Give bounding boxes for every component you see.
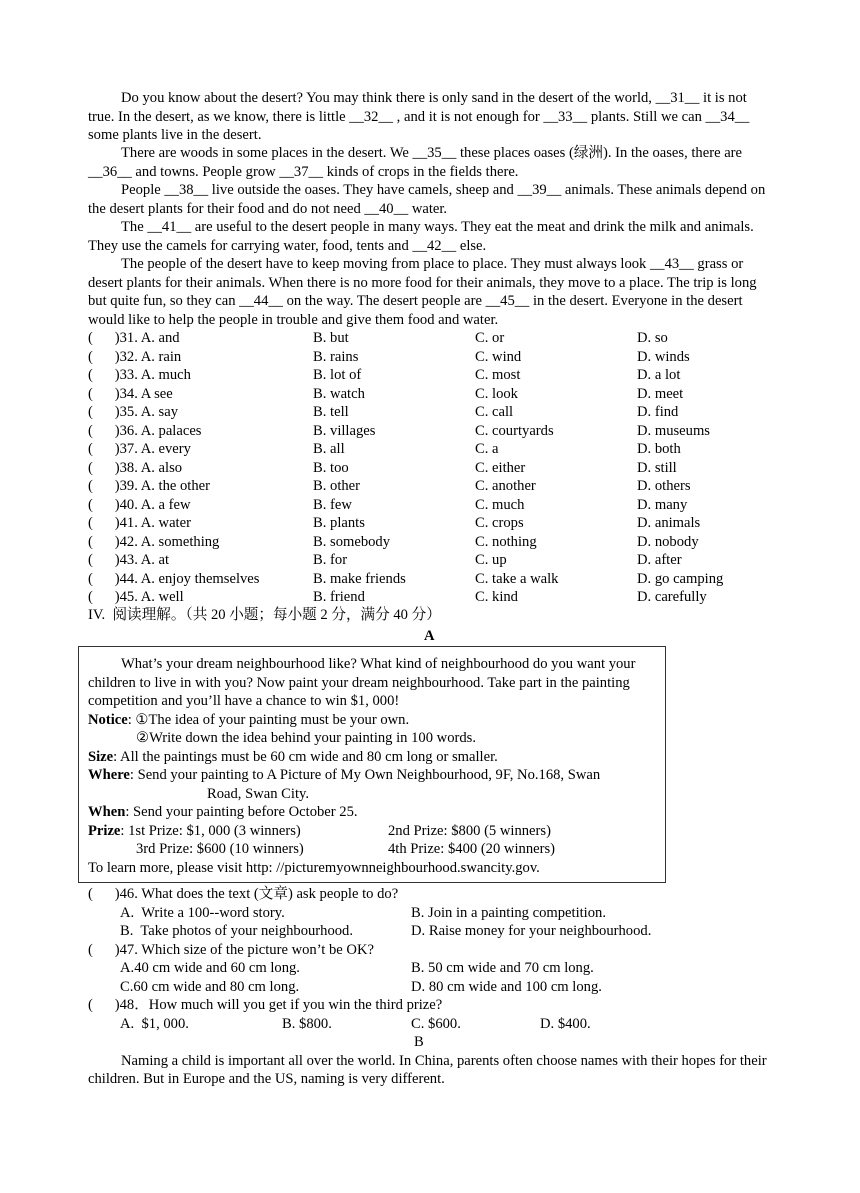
option-b: B. but [313, 330, 349, 346]
question-47-option-c: C.60 cm wide and 80 cm long. [120, 978, 300, 995]
where-text-1: : Send your painting to A Picture of My Own Neighbourhood, 9F, No.168, Swan [129, 767, 601, 783]
when-line [88, 803, 358, 822]
question-46-stem: ( )46. What does the text (文章) ask people to do? [88, 886, 399, 902]
notice-label: Notice [88, 711, 128, 728]
option-c: C. courtyards [475, 422, 554, 439]
option-b: B. for [313, 552, 348, 568]
cloze-paragraph-3: People __38__ live outside the oases. They have camels, sheep and __39__ animals. These animals depend on the desert plants for their food and do not need __40__ water. [88, 182, 766, 217]
question-48-option-b: B. $800. [282, 1015, 332, 1032]
option-b: B. friend [313, 589, 365, 605]
question-stem: ( )33. A. much [88, 367, 191, 383]
size-label: Size [88, 748, 114, 765]
option-b: B. other [313, 478, 361, 494]
question-46-option-b: B. Join in a painting competition. [411, 904, 606, 921]
cloze-question-41 [88, 514, 788, 533]
prize-1: : 1st Prize: $1, 000 (3 winners) [120, 822, 301, 839]
question-stem: ( )44. A. enjoy themselves [88, 570, 260, 587]
option-d: D. find [637, 404, 679, 420]
question-stem: ( )38. A. also [88, 459, 183, 476]
question-46-option-d: D. Raise money for your neighbourhood. [411, 923, 652, 939]
part-b-label: B [414, 1034, 424, 1050]
question-47-option-b: B. 50 cm wide and 70 cm long. [411, 960, 594, 976]
option-d: D. winds [637, 348, 690, 365]
option-b: B. rains [313, 348, 359, 365]
option-d: D. both [637, 441, 681, 457]
option-d: D. museums [637, 422, 710, 439]
option-d: D. nobody [637, 533, 699, 550]
question-stem: ( )42. A. something [88, 533, 220, 550]
option-b: B. too [313, 459, 349, 476]
where-text-2: Road, Swan City. [207, 785, 310, 802]
question-stem: ( )41. A. water [88, 515, 191, 531]
question-stem: ( )36. A. palaces [88, 422, 202, 439]
notice-line-1 [88, 711, 409, 730]
option-b: B. watch [313, 385, 365, 402]
option-c: C. a [475, 441, 499, 457]
cloze-paragraph-1: Do you know about the desert? You may think there is only sand in the desert of the world, __31__ it is not true. In the desert, as we know, there is little __32__ , and it is not enough for __33__ plants. Still we can __34__ some plants live in the desert. [88, 90, 750, 143]
option-b: B. few [313, 496, 352, 513]
question-48-option-d: D. $400. [540, 1015, 591, 1032]
option-d: D. others [637, 478, 691, 494]
question-stem: ( )35. A. say [88, 404, 178, 420]
prize-line-1 [88, 822, 301, 841]
section-title: IV. 阅读理解。（共 20 小题；每小题 2 分，满分 40 分） [88, 607, 441, 623]
option-c: C. nothing [475, 533, 537, 550]
question-stem: ( )43. A. at [88, 552, 170, 568]
question-stem: ( )32. A. rain [88, 348, 182, 365]
option-c: C. kind [475, 589, 518, 605]
cloze-question-34 [88, 385, 788, 404]
option-b: B. make friends [313, 570, 406, 587]
notice-text-1: : ①The idea of your painting must be your own. [127, 711, 410, 728]
cloze-question-33 [88, 366, 788, 385]
cloze-question-44 [88, 570, 788, 589]
option-b: B. somebody [313, 533, 391, 550]
when-text: : Send your painting before October 25. [125, 804, 358, 820]
notice-intro: What’s your dream neighbourhood like? What kind of neighbourhood do you want your children to live in with you? Now paint your dream neighbourhood. Take part in the painting competition and you’ll have a chance to win $1, 000! [88, 656, 636, 709]
notice-box [78, 646, 666, 883]
prize-3: 3rd Prize: $600 (10 winners) [136, 841, 304, 857]
cloze-question-31 [88, 329, 788, 348]
option-c: C. call [475, 404, 514, 420]
cloze-question-32 [88, 348, 788, 367]
cloze-question-39 [88, 477, 788, 496]
option-c: C. wind [475, 348, 522, 365]
size-line [88, 748, 498, 767]
prize-2: 2nd Prize: $800 (5 winners) [388, 822, 551, 839]
when-label: When [88, 804, 126, 820]
option-b: B. plants [313, 515, 365, 531]
option-b: B. all [313, 441, 345, 457]
question-stem: ( )37. A. every [88, 441, 191, 457]
question-stem: ( )40. A. a few [88, 496, 191, 513]
cloze-question-45 [88, 588, 788, 607]
option-c: C. up [475, 552, 507, 568]
option-b: B. lot of [313, 367, 362, 383]
option-c: C. look [475, 385, 518, 402]
option-c: C. much [475, 496, 525, 513]
option-c: C. either [475, 459, 526, 476]
prize-4: 4th Prize: $400 (20 winners) [388, 841, 555, 857]
option-d: D. so [637, 330, 668, 346]
cloze-paragraph-2: There are woods in some places in the desert. We __35__ these places oases (绿洲). In the oases, there are __36__ and towns. People grow __37__ kinds of crops in the fields there. [88, 145, 743, 180]
where-line [88, 766, 600, 785]
option-d: D. after [637, 552, 682, 568]
question-stem: ( )34. A see [88, 385, 173, 402]
part-b-paragraph: Naming a child is important all over the world. In China, parents often choose names with their hopes for their children. But in Europe and the US, naming is very different. [88, 1052, 767, 1087]
question-47-option-d: D. 80 cm wide and 100 cm long. [411, 978, 602, 995]
question-48-stem: ( )48．How much will you get if you win the third prize? [88, 997, 443, 1013]
prize-label: Prize [88, 822, 121, 839]
learn-more-text: To learn more, please visit http: //picturemyownneighbourhood.swancity.gov. [88, 859, 540, 876]
notice-text-2: ②Write down the idea behind your painting in 100 words. [136, 730, 476, 746]
option-d: D. a lot [637, 367, 681, 383]
option-c: C. crops [475, 515, 524, 531]
cloze-paragraph-4: The __41__ are useful to the desert people in many ways. They eat the meat and drink the milk and animals. They use the camels for carrying water, food, tents and __42__ else. [88, 219, 754, 254]
option-d: D. meet [637, 385, 684, 402]
option-b: B. tell [313, 404, 349, 420]
option-d: D. carefully [637, 589, 707, 605]
part-a-label: A [424, 628, 435, 644]
cloze-question-38 [88, 459, 788, 478]
option-d: D. many [637, 496, 688, 513]
option-c: C. or [475, 330, 505, 346]
cloze-question-35 [88, 403, 788, 422]
question-stem: ( )31. A. and [88, 330, 180, 346]
question-46-option-a: A. Write a 100--word story. [120, 904, 285, 921]
question-46-option-c: B. Take photos of your neighbourhood. [120, 923, 353, 939]
cloze-paragraph-5: The people of the desert have to keep moving from place to place. They must always look __43__ grass or desert plants for their animals. When there is no more food for their animals, they move to a place. The trip is long but quite fun, so they can __44__ on the way. The desert people are __45__ in the desert. Everyone in the desert would like to help the people in trouble and give them food and water. [88, 256, 757, 328]
option-c: C. take a walk [475, 570, 559, 587]
cloze-question-36 [88, 422, 788, 441]
option-c: C. another [475, 478, 536, 494]
cloze-question-37 [88, 440, 788, 459]
option-b: B. villages [313, 422, 376, 439]
option-d: D. animals [637, 515, 701, 531]
cloze-question-43 [88, 551, 788, 570]
option-d: D. still [637, 459, 677, 476]
question-48-option-c: C. $600. [411, 1015, 461, 1032]
cloze-question-42 [88, 533, 788, 552]
option-d: D. go camping [637, 570, 724, 587]
question-47-stem: ( )47. Which size of the picture won’t be OK? [88, 941, 374, 958]
question-48-option-a: A. $1, 000. [120, 1015, 189, 1032]
where-label: Where [88, 767, 130, 783]
cloze-question-40 [88, 496, 788, 515]
option-c: C. most [475, 367, 521, 383]
question-47-option-a: A.40 cm wide and 60 cm long. [120, 960, 300, 976]
question-stem: ( )39. A. the other [88, 478, 210, 494]
size-text: : All the paintings must be 60 cm wide and 80 cm long or smaller. [113, 748, 498, 765]
question-stem: ( )45. A. well [88, 589, 184, 605]
